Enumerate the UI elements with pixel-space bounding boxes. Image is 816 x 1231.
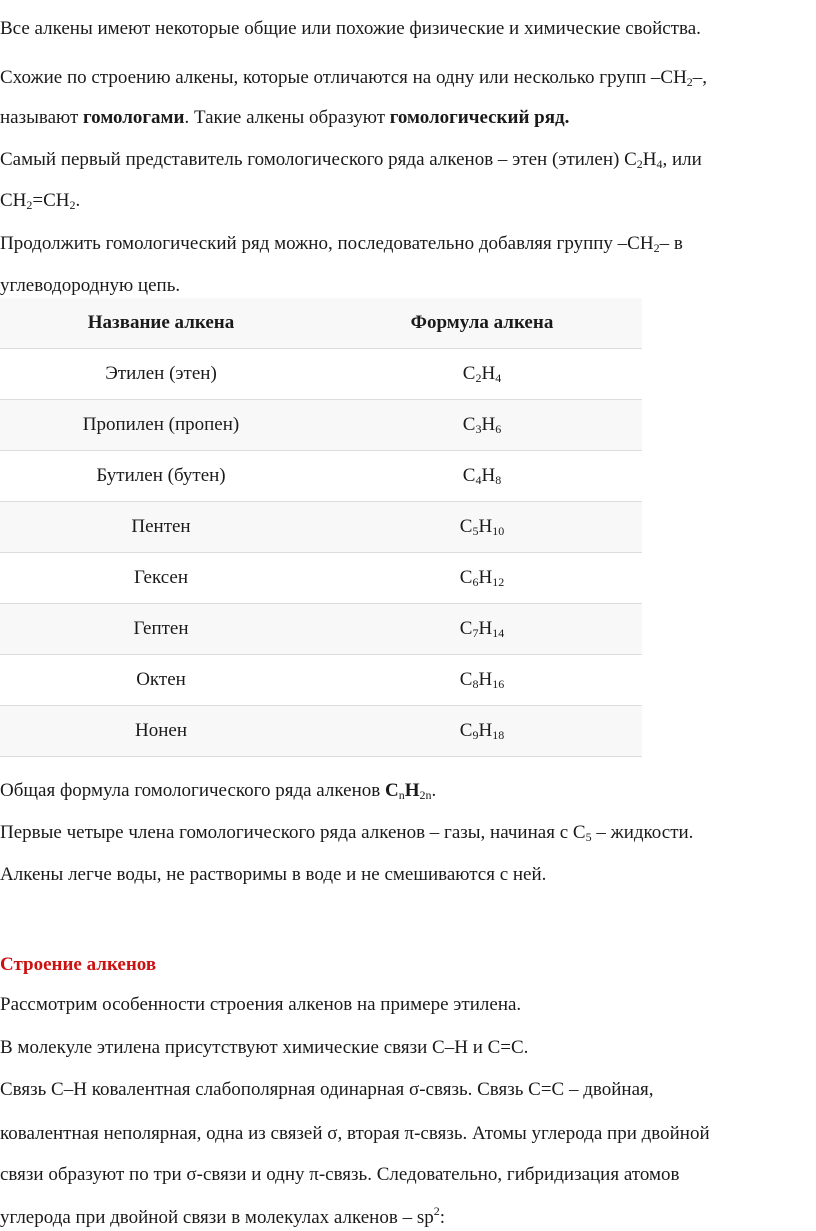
formula-element: H — [478, 720, 493, 741]
table-row — [0, 706, 642, 757]
subscript: 12 — [492, 575, 505, 589]
subscript: 7 — [472, 626, 479, 640]
subscript: 5 — [472, 524, 479, 538]
subscript: 2n — [419, 788, 432, 802]
subscript: 5 — [585, 830, 592, 844]
intro-paragraph-2 — [0, 66, 707, 90]
table-row — [0, 502, 642, 553]
alkene-name-cell: Этилен (этен) — [0, 349, 322, 400]
formula-element: C — [462, 414, 476, 435]
table-row — [0, 604, 642, 655]
intro-paragraph-7: углеводородную цепь. — [0, 275, 181, 296]
formula-element: C — [459, 567, 473, 588]
alkene-name-cell: Гептен — [0, 604, 322, 655]
table-row — [0, 400, 642, 451]
intro-paragraph-4 — [0, 148, 702, 172]
table-row — [0, 349, 642, 400]
subscript: 4 — [475, 473, 482, 487]
text-span: Продолжить гомологический ряд можно, последовательно добавляя группу –CH — [0, 233, 654, 254]
alkene-name-cell: Нонен — [0, 706, 322, 757]
alkene-formula-cell — [322, 604, 642, 655]
intro-paragraph-1: Все алкены имеют некоторые общие или похожие физические и химические свойства. — [0, 18, 701, 39]
alkene-formula-cell — [322, 553, 642, 604]
term-homologs: гомологами — [83, 107, 185, 128]
alkene-name-cell: Пропилен (пропен) — [0, 400, 322, 451]
text-span: Первые четыре члена гомологического ряда алкенов – газы, начиная с C — [0, 822, 586, 843]
text-span: . — [431, 780, 437, 801]
formula-element: C — [459, 618, 473, 639]
structure-line-2: В молекуле этилена присутствуют химические связи C–H и C=C. — [0, 1037, 529, 1058]
table-body — [0, 349, 642, 757]
column-header-name: Название алкена — [0, 298, 322, 349]
alkene-formula-cell — [322, 502, 642, 553]
formula-element: H — [478, 516, 493, 537]
subscript: 10 — [492, 524, 505, 538]
intro-paragraph-6 — [0, 232, 683, 256]
text-span: –, — [692, 67, 708, 88]
formula-element: C — [459, 720, 473, 741]
alkene-formula-cell — [322, 451, 642, 502]
formula-h: H — [404, 780, 420, 801]
alkene-formula-cell — [322, 400, 642, 451]
text-span: Самый первый представитель гомологического ряда алкенов – этен (этилен) C — [0, 149, 637, 170]
text-span: : — [439, 1207, 445, 1228]
text-span: Общая формула гомологического ряда алкенов — [0, 780, 385, 801]
alkene-name-cell: Октен — [0, 655, 322, 706]
subscript: 14 — [492, 626, 505, 640]
formula-element: H — [478, 567, 493, 588]
alkene-name-cell: Бутилен (бутен) — [0, 451, 322, 502]
section-heading-structure: Строение алкенов — [0, 954, 157, 975]
subscript: 8 — [472, 677, 479, 691]
text-span: H — [642, 149, 657, 170]
text-span: , или — [662, 149, 702, 170]
alkenes-table — [0, 298, 642, 757]
text-span: Схожие по строению алкены, которые отличаются на одну или несколько групп –CH — [0, 67, 687, 88]
subscript: 6 — [472, 575, 479, 589]
subscript: 4 — [495, 371, 502, 385]
text-span: CH — [0, 190, 27, 211]
formula-element: H — [481, 465, 496, 486]
text-span: углерода при двойной связи в молекулах алкенов – sp — [0, 1207, 434, 1228]
subscript: 2 — [636, 157, 643, 171]
gases-liquids-line — [0, 821, 693, 845]
text-span: =CH — [32, 190, 70, 211]
formula-element: H — [481, 414, 496, 435]
structure-line-1: Рассмотрим особенности строения алкенов на примере этилена. — [0, 994, 522, 1015]
formula-element: C — [459, 669, 473, 690]
text-span: . — [75, 190, 81, 211]
alkene-formula-cell — [322, 706, 642, 757]
text-span: . Такие алкены образуют — [184, 107, 390, 128]
table-row — [0, 655, 642, 706]
subscript: n — [398, 788, 405, 802]
subscript: 18 — [492, 728, 505, 742]
formula-element: H — [481, 363, 496, 384]
alkene-formula-cell — [322, 349, 642, 400]
structure-line-4: ковалентная неполярная, одна из связей σ, вторая π-связь. Атомы углерода при двойной — [0, 1123, 710, 1144]
subscript: 16 — [492, 677, 505, 691]
text-span: называют — [0, 107, 84, 128]
structure-line-5: связи образуют по три σ-связи и одну π-связь. Следовательно, гибридизация атомов — [0, 1164, 680, 1185]
subscript: 3 — [475, 422, 482, 436]
text-span: – жидкости. — [591, 822, 694, 843]
general-formula-line — [0, 779, 436, 803]
text-span: – в — [659, 233, 683, 254]
structure-line-6 — [0, 1206, 445, 1230]
intro-paragraph-5 — [0, 189, 80, 213]
subscript: 8 — [495, 473, 502, 487]
formula-c: C — [384, 780, 399, 801]
alkene-name-cell: Гексен — [0, 553, 322, 604]
intro-paragraph-3 — [0, 106, 569, 130]
subscript: 4 — [656, 157, 663, 171]
column-header-formula: Формула алкена — [322, 298, 642, 349]
structure-line-3: Связь C–H ковалентная слабополярная одинарная σ-связь. Связь C=C – двойная, — [0, 1079, 654, 1100]
formula-element: C — [459, 516, 473, 537]
subscript: 2 — [475, 371, 482, 385]
table-row — [0, 451, 642, 502]
formula-element: C — [462, 363, 476, 384]
formula-element: H — [478, 669, 493, 690]
subscript: 6 — [495, 422, 502, 436]
table-header-row — [0, 298, 642, 349]
alkene-formula-cell — [322, 655, 642, 706]
table-row — [0, 553, 642, 604]
subscript: 2 — [26, 198, 33, 212]
formula-element: H — [478, 618, 493, 639]
subscript: 2 — [653, 241, 660, 255]
formula-element: C — [462, 465, 476, 486]
term-homologous-series: гомологический ряд. — [389, 107, 570, 128]
subscript: 9 — [472, 728, 479, 742]
alkene-name-cell: Пентен — [0, 502, 322, 553]
subscript: 2 — [686, 75, 693, 89]
superscript: 2 — [433, 1204, 440, 1218]
lighter-than-water-line: Алкены легче воды, не растворимы в воде и не смешиваются с ней. — [0, 864, 547, 885]
subscript: 2 — [69, 198, 76, 212]
